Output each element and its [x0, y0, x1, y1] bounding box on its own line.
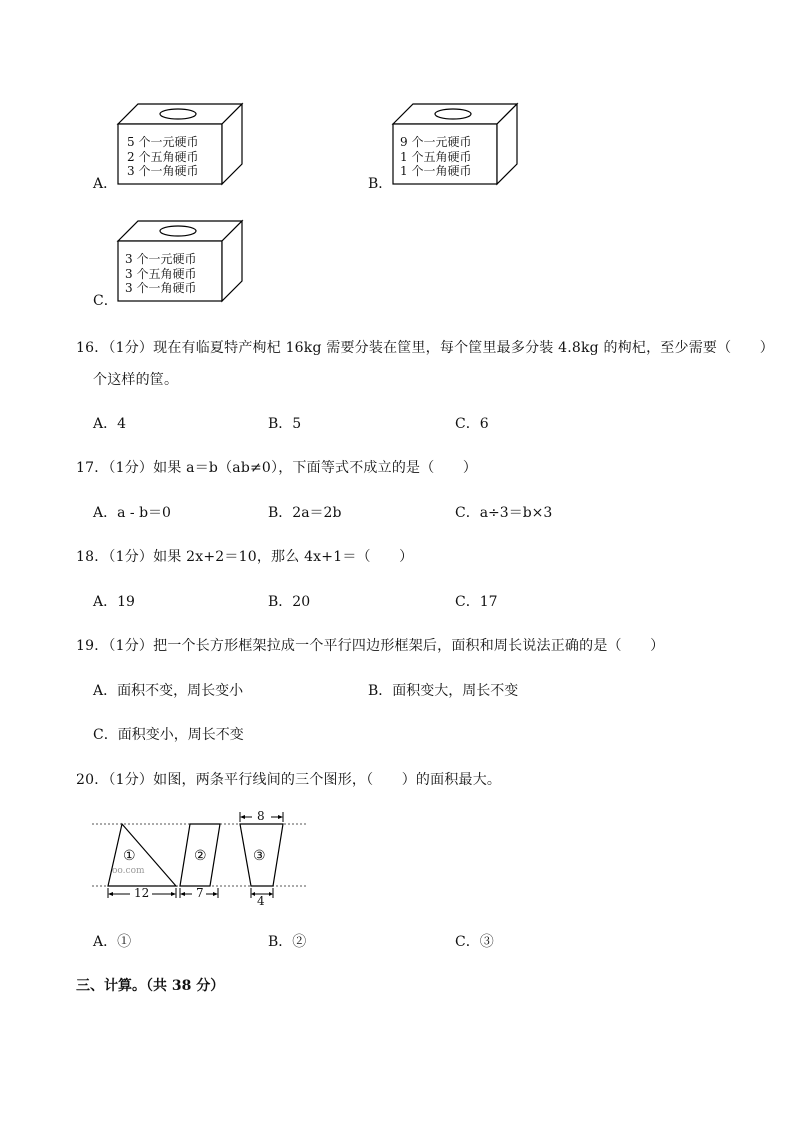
q17-option-a[interactable]: A．a - b＝0 [93, 505, 171, 521]
option-letter: C． [93, 293, 118, 309]
section-3-heading: 三、计算。（共 38 分） [76, 978, 225, 994]
q18-option-c[interactable]: C．17 [455, 594, 498, 610]
box-line: 9 个一元硬币 [400, 135, 472, 149]
option-letter: B． [368, 176, 393, 192]
box-line: 1 个一角硬币 [400, 164, 472, 178]
q16-option-a[interactable]: A．4 [93, 416, 127, 432]
question-20-text: 20．（1分）如图，两条平行线间的三个图形，（ ）的面积最大。 [76, 772, 502, 788]
dim-8: 8 [257, 809, 265, 823]
box-line: 3 个一角硬币 [127, 164, 199, 178]
option-letter: A． [93, 176, 118, 192]
dim-12: 12 [134, 886, 150, 900]
q18-option-a[interactable]: A．19 [93, 594, 135, 610]
dim-4: 4 [257, 894, 265, 908]
figure-label-2: ② [194, 848, 207, 864]
q19-option-a[interactable]: A．面积不变，周长变小 [93, 683, 244, 699]
box-line: 2 个五角硬币 [127, 149, 199, 164]
figure-label-1: ① [123, 848, 136, 864]
box-line: 5 个一元硬币 [127, 135, 199, 149]
q16-option-b[interactable]: B．5 [268, 416, 302, 432]
q20-option-c[interactable]: C．③ [455, 934, 494, 950]
box-line: 3 个五角硬币 [125, 266, 197, 281]
box-line: 1 个五角硬币 [400, 149, 472, 164]
box-line: 3 个一角硬币 [125, 281, 197, 295]
q20-option-b[interactable]: B．② [268, 934, 307, 950]
box-line: 3 个一元硬币 [125, 252, 197, 266]
question-16-text: 16．（1分）现在有临夏特产枸杞 16kg 需要分装在筐里，每个筐里最多分装 4.8kg 的枸杞，至少需要（ ） [76, 340, 774, 356]
q18-option-b[interactable]: B．20 [268, 594, 311, 610]
question-18-text: 18．（1分）如果 2x+2＝10，那么 4x+1＝（ ） [76, 549, 414, 565]
question-19-text: 19．（1分）把一个长方形框架拉成一个平行四边形框架后，面积和周长说法正确的是（ ） [76, 638, 665, 654]
figure-label-3: ③ [253, 848, 266, 864]
q20-figure [90, 806, 310, 910]
dim-7: 7 [196, 886, 204, 900]
q19-option-c[interactable]: C．面积变小，周长不变 [93, 727, 244, 743]
q20-option-a[interactable]: A．① [93, 934, 132, 950]
q17-option-c[interactable]: C．a÷3＝b×3 [455, 505, 553, 521]
question-17-text: 17．（1分）如果 a＝b（ab≠0），下面等式不成立的是（ ） [76, 460, 478, 476]
q16-option-c[interactable]: C．6 [455, 416, 489, 432]
question-16-text-cont: 个这样的筐。 [93, 372, 179, 388]
q19-option-b[interactable]: B．面积变大，周长不变 [368, 683, 519, 699]
watermark: oo.com [112, 866, 145, 876]
q17-option-b[interactable]: B．2a＝2b [268, 505, 342, 521]
